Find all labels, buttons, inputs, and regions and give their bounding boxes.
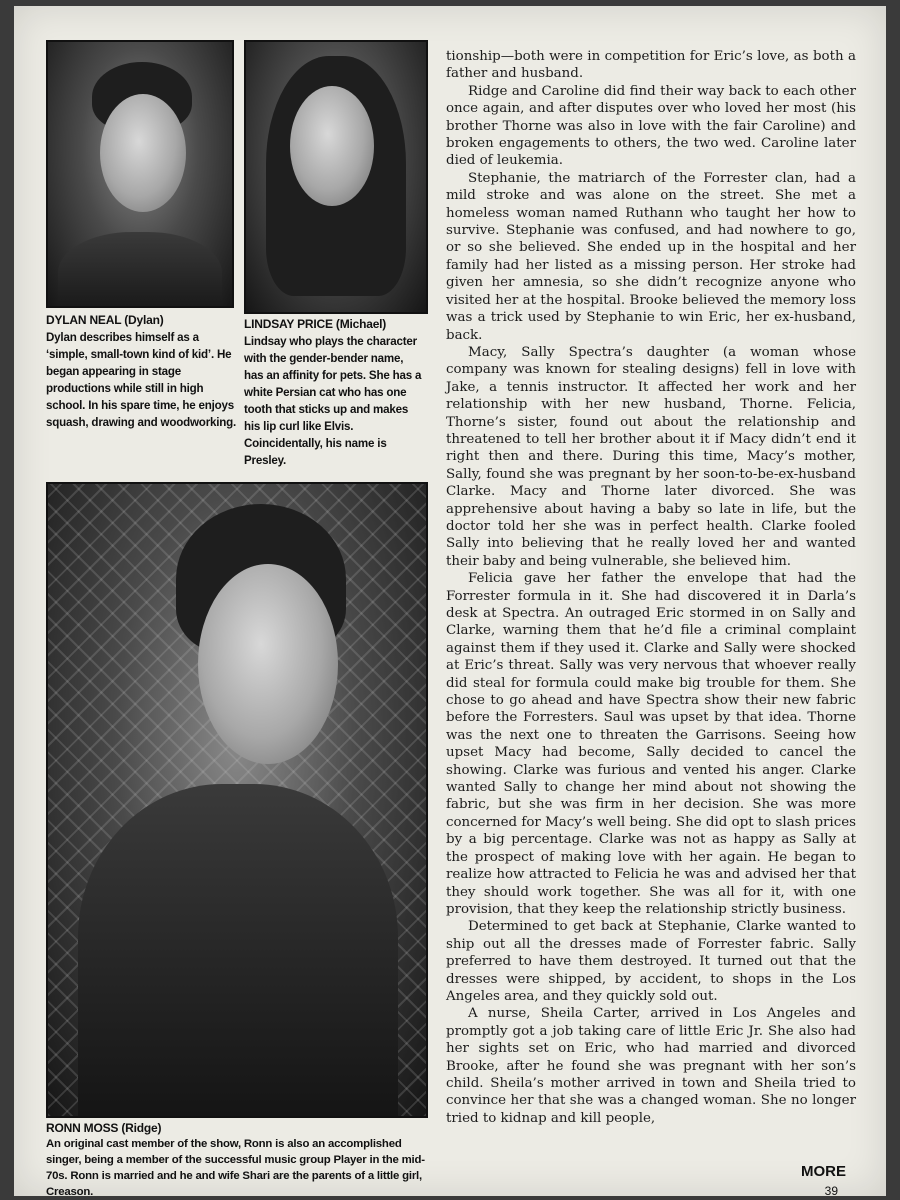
caption-text-ronn: An original cast member of the show, Ronn is also an accomplished singer, being a member of the successful music group Player in the mid-70s. Ronn is married and he and wife Shari are the parents of a little girl, Creason. bbox=[46, 1138, 425, 1196]
caption-ronn-moss bbox=[46, 1120, 436, 1196]
photo-lindsay-price bbox=[244, 40, 428, 314]
page-number: 39 bbox=[824, 1184, 838, 1196]
more-continuation-label: MORE bbox=[801, 1163, 846, 1180]
article-paragraph: Ridge and Caroline did find their way back to each other once again, and after disputes over who loved her most (his brother Thorne was also in love with the fair Caroline) and broken engagements to others, the two wed. Caroline later died of leukemia. bbox=[446, 83, 856, 169]
caption-name-lindsay: LINDSAY PRICE (Michael) bbox=[244, 317, 387, 331]
caption-dylan-neal bbox=[46, 312, 242, 431]
caption-name-dylan: DYLAN NEAL (Dylan) bbox=[46, 313, 164, 327]
article-column bbox=[446, 48, 856, 1127]
article-paragraph: Macy, Sally Spectra’s daughter (a woman whose company was known for stealing designs) fell in love with Jake, a tennis instructor. It affected her work and her relationship with her new husband, Thorne. Felicia, Thorne’s sister, found out about the relationship and threatened to tell her brother about it if Macy didn’t end it right then and there. During this time, Macy’s mother, Sally, found she was pregnant by her soon-to-be-ex-husband Clarke. Macy and Thorne later divorced. She was apprehensive about having a baby so late in life, but the doctor told her she was in perfect health. Clarke fooled Sally into believing that he really loved her and wanted their baby and being vulnerable, she believed him. bbox=[446, 344, 856, 569]
article-paragraph: Stephanie, the matriarch of the Forrester clan, had a mild stroke and was alone on the street. She met a homeless woman named Ruthann who taught her how to survive. Stephanie was confused, and had nowhere to go, or so she believed. She ended up in the hospital and her family had her listed as a missing person. Her stroke had given her amnesia, so she didn’t recognize anyone who visited her at the hospital. Brooke believed the memory loss was a trick used by Stephanie to win Eric, her ex-husband, back. bbox=[446, 170, 856, 343]
article-paragraph: tionship—both were in competition for Eric’s love, as both a father and husband. bbox=[446, 49, 856, 82]
article-paragraph: A nurse, Sheila Carter, arrived in Los Angeles and promptly got a job taking care of little Eric Jr. She also had her sights set on Eric, who had married and divorced Brooke, after he found she was pregnant with her son’s child. Sheila’s mother arrived in town and Sheila tried to convince her that she was a changed woman. She no longer tried to kidnap and kill people, bbox=[446, 1006, 856, 1126]
caption-text-dylan: Dylan describes himself as a ‘simple, small-town kind of kid’. He began appearing in stage productions while still in high school. In his spare time, he enjoys squash, drawing and woodworking. bbox=[46, 331, 237, 429]
photo-ronn-moss bbox=[46, 482, 428, 1118]
magazine-page bbox=[14, 6, 886, 1196]
article-paragraph: Felicia gave her father the envelope that had the Forrester formula in it. She had discovered it in Darla’s desk at Spectra. An outraged Eric stormed in on Sally and Clarke, warning them that he’d file a criminal complaint against them if they used it. Clarke and Sally were shocked at Eric’s threat. Sally was very nervous that whoever really did steal for formula could make big trouble for them. She chose to go ahead and have Spectra show their new fabric before the Forresters. Saul was upset by that idea. Thorne was the next one to threaten the Garrisons. Seeing how upset Macy had become, Sally decided to cancel the showing. Clarke was furious and vented his anger. Clarke wanted Sally to change her mind about not showing the fabric, but she was firm in her decision. She was more concerned for Macy’s well being. She did opt to slash prices by a big percentage. Clarke was not as happy as Sally at the prospect of making love with her again. He began to realize how attracted to Felicia he was and advised her that they should work together. She was all for it, with one provision, that they keep the relationship strictly business. bbox=[446, 571, 856, 917]
caption-lindsay-price bbox=[244, 316, 424, 469]
caption-text-lindsay: Lindsay who plays the character with the gender-bender name, has an affinity for pets. She has a white Persian cat who has one tooth that sticks up and makes his lip curl like Elvis. Coincidentally, his name is Presley. bbox=[244, 335, 422, 467]
caption-name-ronn: RONN MOSS (Ridge) bbox=[46, 1121, 162, 1135]
photo-dylan-neal bbox=[46, 40, 234, 308]
article-paragraph: Determined to get back at Stephanie, Clarke wanted to ship out all the dresses made of Forrester fabric. Sally preferred to have them destroyed. It turned out that the dresses were shipped, by accident, to shops in the Los Angeles area, and they quickly sold out. bbox=[446, 919, 856, 1004]
